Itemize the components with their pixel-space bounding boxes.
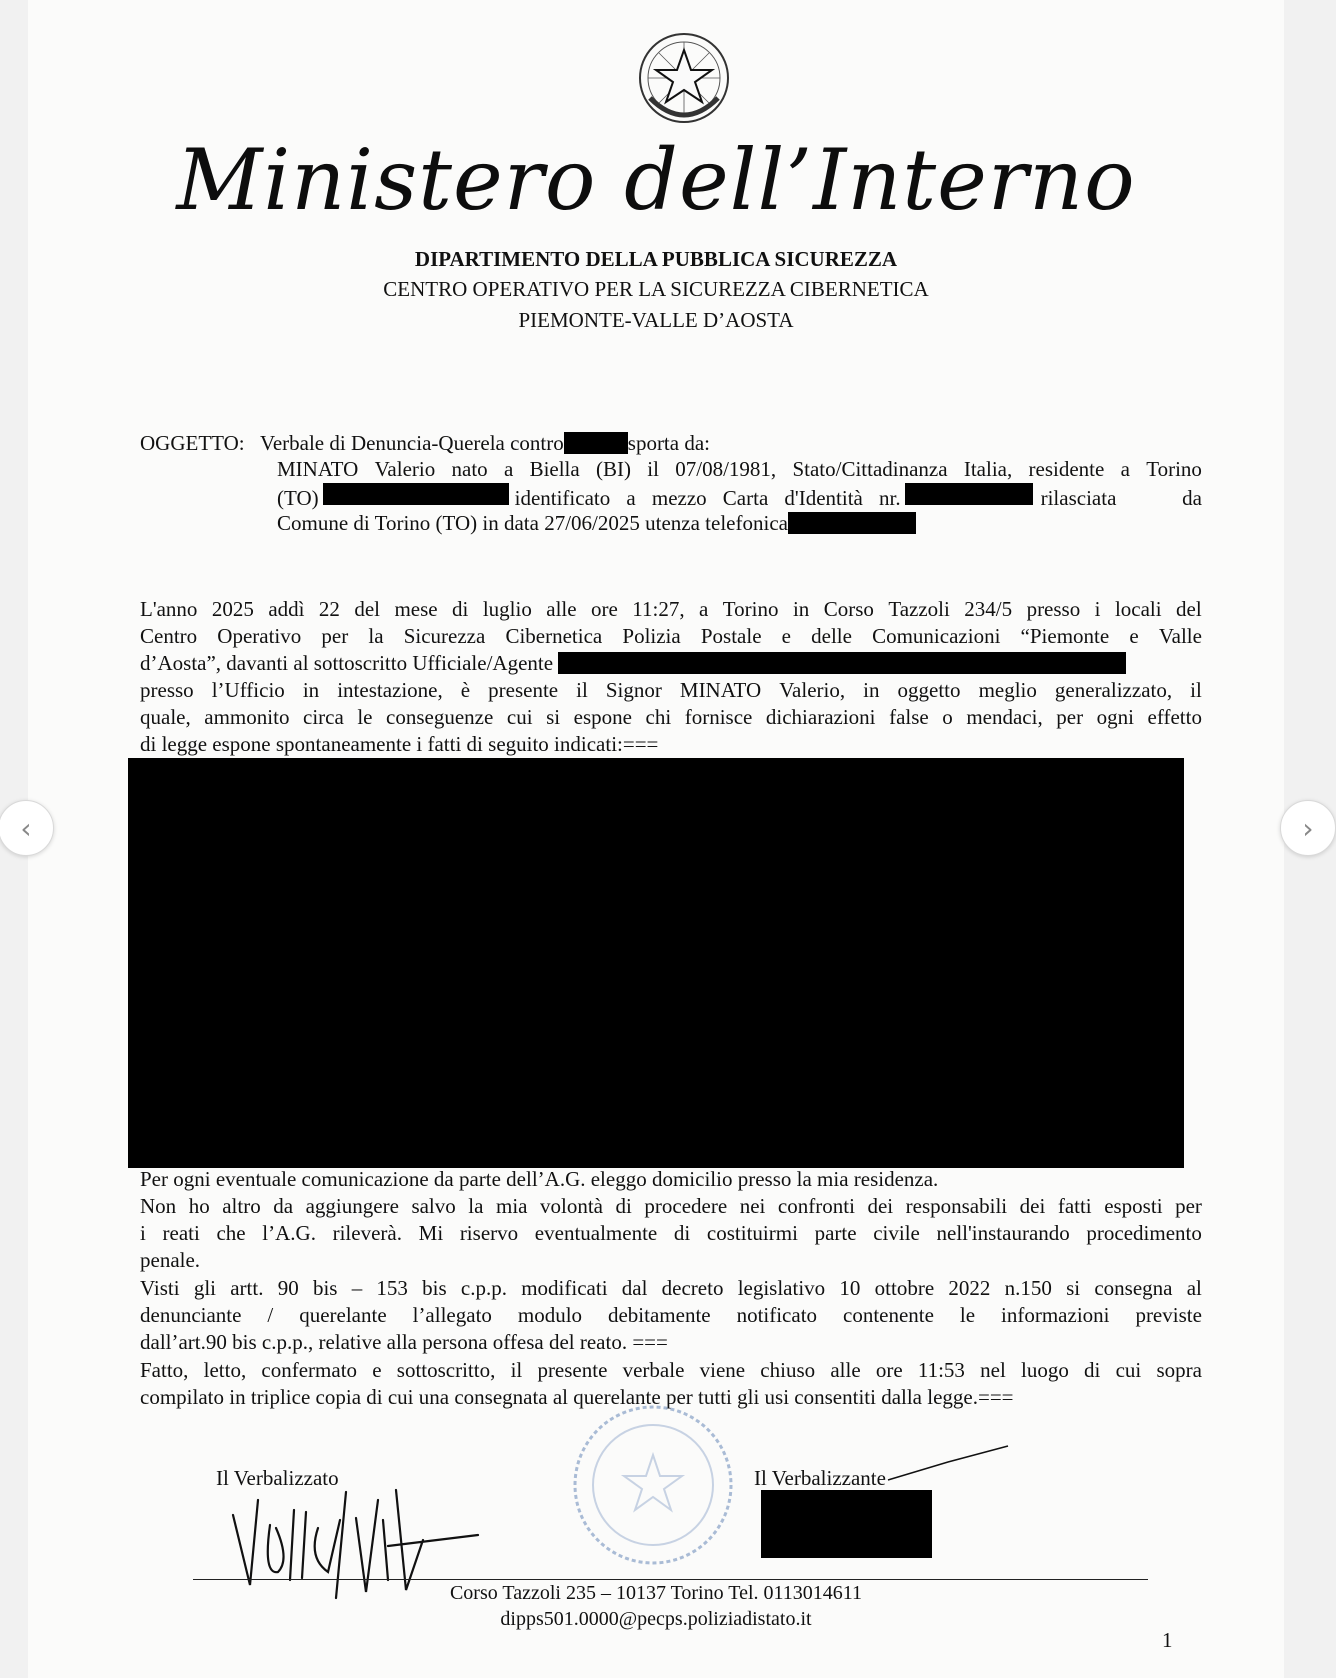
word: a <box>503 457 514 481</box>
word: verbale <box>622 1358 685 1382</box>
word: le <box>357 705 373 729</box>
word: espone <box>573 705 632 729</box>
body-p1-line-5 <box>140 704 1202 731</box>
word: artt. <box>230 1276 264 1300</box>
word: previste <box>1135 1303 1202 1327</box>
word: presso <box>1026 597 1081 621</box>
word: informazioni <box>1001 1303 1110 1327</box>
subject-l3-c <box>1041 485 1202 512</box>
word: ottobre <box>874 1276 935 1300</box>
word: oggetto <box>897 678 961 702</box>
official-stamp <box>568 1400 738 1570</box>
word: responsabili <box>905 1194 1008 1218</box>
word: esposti <box>1104 1194 1163 1218</box>
word: 2025 <box>211 597 254 621</box>
word: nr. <box>878 486 901 510</box>
word: 11:27, <box>632 597 685 621</box>
word: ore <box>591 597 618 621</box>
word: confermato <box>261 1358 358 1382</box>
word: ammonito <box>204 705 290 729</box>
chevron-left-icon: ‹ <box>20 811 32 845</box>
word: a <box>699 597 709 621</box>
chevron-right-icon: › <box>1302 811 1314 845</box>
region-title: PIEMONTE-VALLE D’AOSTA <box>518 308 794 332</box>
word: modulo <box>517 1303 583 1327</box>
word: c.p.p. <box>460 1276 507 1300</box>
word: aggiungere <box>305 1194 399 1218</box>
subject-line-2 <box>277 456 1202 483</box>
word: la <box>368 624 384 648</box>
word: le <box>959 1303 976 1327</box>
word: Stato/Cittadinanza <box>792 457 948 481</box>
word: il <box>647 457 659 481</box>
word: sopra <box>1156 1358 1202 1382</box>
word: procedimento <box>1086 1221 1202 1245</box>
body-p2-line-2 <box>140 1193 1202 1220</box>
body-p1-line-2 <box>140 623 1202 650</box>
word: intestazione, <box>337 678 443 702</box>
word: conseguenze <box>386 705 494 729</box>
word: identificato <box>514 486 611 510</box>
word: letto, <box>203 1358 247 1382</box>
word: cui <box>1115 1358 1142 1382</box>
word: fornisce <box>684 705 753 729</box>
word: presente <box>488 678 559 702</box>
word: dei <box>1019 1194 1046 1218</box>
word: Postale <box>700 624 762 648</box>
word: i <box>140 1221 146 1245</box>
word: a <box>626 486 636 510</box>
word: il <box>576 678 588 702</box>
body-p1-line-1 <box>140 596 1202 623</box>
document-page <box>28 0 1284 1678</box>
word: chiuso <box>760 1358 816 1382</box>
word: di <box>615 1194 632 1218</box>
word: querelante <box>299 1303 387 1327</box>
right-signature-label: Il Verbalizzante <box>754 1466 886 1490</box>
page-number: 1 <box>1162 1628 1173 1652</box>
redaction-bar <box>323 483 509 505</box>
word: al <box>1186 1276 1202 1300</box>
word: il <box>510 1358 523 1382</box>
body-p1-line-3-text: d’Aosta”, davanti al sottoscritto Ufficiale/Agente <box>140 651 554 675</box>
word: modificati <box>521 1276 608 1300</box>
word: addì <box>268 597 305 621</box>
word: la <box>468 1194 484 1218</box>
word: Fatto, <box>140 1358 189 1382</box>
word: contenente <box>843 1303 934 1327</box>
word: è <box>460 678 471 702</box>
body-p2-line-1: Per ogni eventuale comunicazione da parte dell’A.G. eleggo domicilio presso la mia residenza. <box>140 1167 939 1191</box>
word: Polizia <box>622 624 681 648</box>
word: notificato <box>736 1303 818 1327</box>
word: 2022 <box>948 1276 991 1300</box>
subject-text-b: sporta da: <box>627 431 710 455</box>
word: d'Identità <box>784 486 863 510</box>
word: a <box>1120 457 1130 481</box>
word: per <box>1175 1194 1202 1218</box>
word: cui <box>506 705 533 729</box>
word: alle <box>546 597 577 621</box>
word: consegna <box>1094 1276 1173 1300</box>
word: ho <box>188 1194 210 1218</box>
word: mezzo <box>651 486 707 510</box>
word: Valle <box>1158 624 1202 648</box>
centre-title: CENTRO OPERATIVO PER LA SICUREZZA CIBERNETICA <box>383 277 929 301</box>
word: 07/08/1981, <box>675 457 777 481</box>
word: e <box>781 624 791 648</box>
subject-line-3 <box>277 483 1202 512</box>
word: bis <box>312 1276 338 1300</box>
word: dei <box>867 1194 894 1218</box>
word: ogni <box>1096 705 1134 729</box>
word: L'anno <box>140 597 198 621</box>
subject-l3-b <box>515 485 901 512</box>
word: “Piemonte <box>1020 624 1110 648</box>
word: 90 <box>277 1276 299 1300</box>
body-p2-line-3 <box>140 1220 1202 1247</box>
word: 22 <box>318 597 340 621</box>
word: Biella <box>529 457 580 481</box>
previous-button[interactable] <box>0 800 54 856</box>
word: fatti <box>1057 1194 1092 1218</box>
word: del <box>354 597 380 621</box>
word: legislativo <box>737 1276 826 1300</box>
word: da <box>1182 486 1202 510</box>
word: di <box>452 597 469 621</box>
word: Non <box>140 1194 177 1218</box>
word: volontà <box>540 1194 604 1218</box>
word: l’allegato <box>412 1303 492 1327</box>
word: luglio <box>482 597 532 621</box>
word: nell'instaurando <box>936 1221 1070 1245</box>
word: meglio <box>978 678 1037 702</box>
word: presente <box>537 1358 608 1382</box>
subject-line-4 <box>277 510 916 537</box>
word: l’A.G. <box>262 1221 316 1245</box>
subject-l4-text: Comune di Torino (TO) in data 27/06/2025 utenza telefonica <box>277 511 788 535</box>
word: salvo <box>411 1194 456 1218</box>
body-p2-line-4: penale. <box>140 1248 201 1272</box>
word: riservo <box>459 1221 519 1245</box>
word: in <box>792 597 810 621</box>
redaction-bar <box>558 652 1126 674</box>
word: Corso <box>823 597 874 621</box>
footer-email: dipps501.0000@pecps.poliziadistato.it <box>500 1608 812 1630</box>
subject-text-a: Verbale di Denuncia-Querela contro <box>259 431 564 455</box>
word: delle <box>811 624 852 648</box>
redaction-bar <box>905 483 1033 505</box>
ministry-title: Ministero dell’Interno <box>176 131 1136 229</box>
word: MINATO <box>679 678 762 702</box>
word: l’Ufficio <box>211 678 285 702</box>
word: rileverà. <box>332 1221 402 1245</box>
word: procedere <box>644 1194 728 1218</box>
word: dal <box>621 1276 648 1300</box>
word: o <box>942 705 953 729</box>
body-p2-line-5 <box>140 1275 1202 1302</box>
word: bis <box>422 1276 447 1300</box>
body-p2-line-7: dall’art.90 bis c.p.p., relative alla persona offesa del reato. === <box>140 1330 668 1354</box>
word: per <box>1056 705 1084 729</box>
word: rilasciata <box>1040 486 1117 510</box>
word: dichiarazioni <box>765 705 876 729</box>
word: civile <box>873 1221 920 1245</box>
word: altro <box>222 1194 261 1218</box>
word: 10 <box>839 1276 861 1300</box>
word: alle <box>830 1358 861 1382</box>
word: 11:53 <box>917 1358 965 1382</box>
word: Mi <box>418 1221 444 1245</box>
subject-label: OGGETTO: <box>140 431 245 455</box>
next-button[interactable] <box>1280 800 1336 856</box>
subject-line-1 <box>140 430 710 457</box>
word: da <box>273 1194 294 1218</box>
word: nei <box>739 1194 766 1218</box>
word: costituirmi <box>706 1221 798 1245</box>
word: / <box>267 1303 274 1327</box>
word: eventualmente <box>534 1221 658 1245</box>
word: denunciante <box>140 1303 242 1327</box>
word: e <box>1129 624 1139 648</box>
body-p2-line-9: compilato in triplice copia di cui una consegnata al querelante per tutti gli usi consentiti dalla legge.=== <box>140 1385 1014 1409</box>
word: effetto <box>1147 705 1202 729</box>
word: Tazzoli <box>888 597 950 621</box>
body-p1-line-4 <box>140 677 1202 704</box>
word: Visti <box>140 1276 180 1300</box>
word: di <box>673 1221 691 1245</box>
word: sottoscritto, <box>396 1358 496 1382</box>
word: Torino <box>1146 457 1202 481</box>
word: Torino <box>722 597 779 621</box>
word: Valerio, <box>779 678 846 702</box>
word: si <box>546 705 561 729</box>
word: e <box>372 1358 382 1382</box>
body-p2-line-8 <box>140 1357 1202 1384</box>
word: (BI) <box>596 457 631 481</box>
word: nato <box>451 457 488 481</box>
word: reati <box>162 1221 200 1245</box>
word: Cibernetica <box>505 624 603 648</box>
word: il <box>1190 678 1202 702</box>
left-signature-label: Il Verbalizzato <box>216 1466 339 1490</box>
word: residente <box>1028 457 1105 481</box>
word: nel <box>980 1358 1006 1382</box>
word: chi <box>645 705 672 729</box>
word: Signor <box>605 678 662 702</box>
word: che <box>216 1221 246 1245</box>
subject-l3-a: (TO) <box>277 486 319 510</box>
redacted-officer-signature <box>761 1490 932 1558</box>
word: circa <box>303 705 344 729</box>
redaction-bar <box>788 512 916 534</box>
word: mese <box>394 597 438 621</box>
signature-stroke <box>888 1444 1008 1484</box>
word: quale, <box>140 705 191 729</box>
word: i <box>1094 597 1101 621</box>
word: Comunicazioni <box>872 624 1001 648</box>
word: n.150 <box>1004 1276 1052 1300</box>
word: generalizzato, <box>1054 678 1173 702</box>
word: per <box>321 624 349 648</box>
word: debitamente <box>607 1303 711 1327</box>
body-p2-line-6 <box>140 1302 1202 1329</box>
word: confronti <box>777 1194 855 1218</box>
word: locali <box>1114 597 1162 621</box>
word: viene <box>699 1358 746 1382</box>
redacted-statement-block <box>128 758 1184 1168</box>
word: presso <box>140 678 194 702</box>
word: false <box>889 705 929 729</box>
word: Centro <box>140 624 198 648</box>
footer-address: Corso Tazzoli 235 – 10137 Torino Tel. 0113014611 <box>449 1582 863 1604</box>
word: mendaci, <box>966 705 1043 729</box>
word: in <box>302 678 320 702</box>
body-p1-line-3 <box>140 650 1126 677</box>
word: Valerio <box>374 457 436 481</box>
word: MINATO <box>277 457 359 481</box>
word: 153 <box>376 1276 408 1300</box>
word: Operativo <box>217 624 302 648</box>
republic-emblem <box>632 28 736 132</box>
word: – <box>351 1276 363 1300</box>
word: ore <box>875 1358 903 1382</box>
word: gli <box>193 1276 216 1300</box>
word: in <box>863 678 880 702</box>
redaction-bar <box>564 432 628 454</box>
department-title: DIPARTIMENTO DELLA PUBBLICA SICUREZZA <box>414 247 898 271</box>
word: 234/5 <box>964 597 1013 621</box>
word: Carta <box>722 486 769 510</box>
body-p1-line-6: di legge espone spontaneamente i fatti di seguito indicati:=== <box>140 732 659 756</box>
word: luogo <box>1021 1358 1069 1382</box>
word: Sicurezza <box>403 624 486 648</box>
word: di <box>1084 1358 1101 1382</box>
word: del <box>1176 597 1202 621</box>
word: parte <box>814 1221 857 1245</box>
word: mia <box>495 1194 528 1218</box>
word: Italia, <box>963 457 1013 481</box>
word: decreto <box>661 1276 724 1300</box>
word: si <box>1066 1276 1081 1300</box>
